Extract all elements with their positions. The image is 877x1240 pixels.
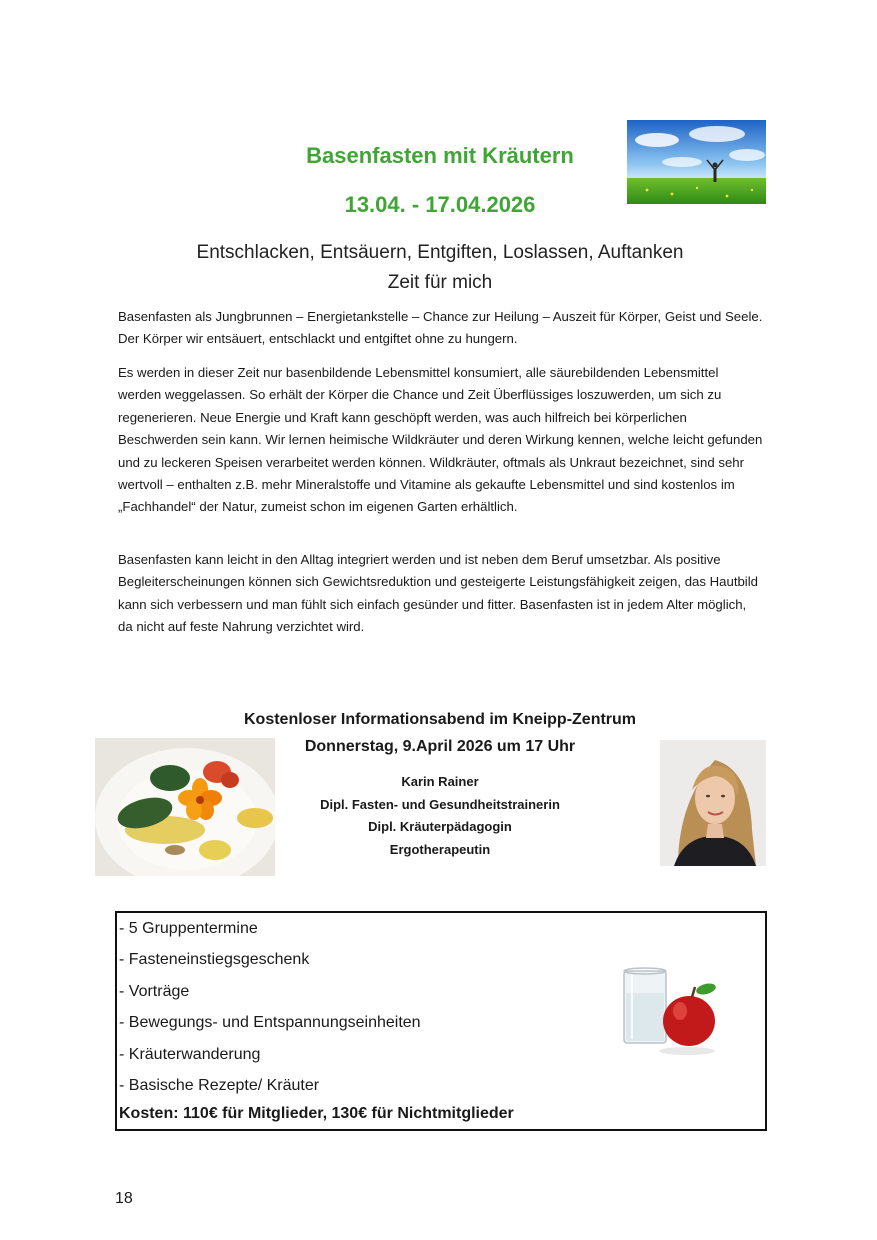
cost-value: 110€ für Mitglieder, 130€ für Nichtmitglieder: [178, 1105, 514, 1122]
subtitle: [120, 238, 760, 298]
water-apple-image: [622, 963, 722, 1058]
event-dates: 13.04. - 17.04.2026: [344, 192, 536, 217]
list-item: - Fasteneinstiegsgeschenk: [119, 951, 310, 969]
page-title: Basenfasten mit Kräutern: [306, 143, 574, 168]
subtitle-line-1: Entschlacken, Entsäuern, Entgiften, Loslassen, Auftanken: [196, 242, 684, 263]
list-item: - Vorträge: [119, 982, 190, 1000]
list-item: - Bewegungs- und Entspannungseinheiten: [119, 1014, 421, 1032]
list-item: - Kräuterwanderung: [119, 1045, 261, 1063]
trainer-title: Dipl. Kräuterpädagogin: [368, 819, 512, 834]
list-item: - Basische Rezepte/ Kräuter: [119, 1076, 320, 1094]
meadow-sky-image: [627, 120, 766, 204]
paragraph-intro: Basenfasten als Jungbrunnen – Energietankstelle – Chance zur Heilung – Auszeit für Körper, Geist und Seele. Der Körper wir entsäuert, entschlackt und entgiftet ohne zu hungern.: [118, 309, 763, 347]
herb-dish-image: [95, 738, 275, 876]
page-number: 18: [115, 1190, 133, 1207]
offer-box: [115, 911, 767, 1131]
paragraph-benefits: Basenfasten kann leicht in den Alltag integriert werden und ist neben dem Beruf umsetzbar. Als positive Begleiterscheinungen können sich Gewichtsreduktion und gesteigerte Leistungsfähigkeit zeigen, das Hautbild kann sich verbessern und man fühlt sich einfach gesünder und fitter. Basenfasten ist in jedem Alter möglich, da nicht auf feste Nahrung verzichtet wird.: [118, 552, 759, 635]
list-item: - 5 Gruppentermine: [119, 920, 258, 937]
trainer-portrait: [660, 740, 766, 866]
info-evening-heading: Kostenloser Informationsabend im Kneipp-Zentrum: [243, 711, 637, 728]
paragraph-details: Es werden in dieser Zeit nur basenbildende Lebensmittel konsumiert, alle säurebildenden Lebensmittel werden weggelassen. So erhält der Körper die Chance und Zeit Überflüssiges loszuwerden, um sich zu regenerieren. Neue Energie und Kraft kann geschöpft werden, was auch hilfreich bei körperlichen Beschwerden sein kann. Wir lernen heimische Wildkräuter und deren Wirkung kennen, welche leicht gefunden und zu leckeren Speisen verarbeitet werden können. Wildkräuter, oftmals als Unkraut bezeichnet, sind sehr wertvoll – enthalten z.B. mehr Mineralstoffe und Vitamine als gekaufte Lebensmittel und sind kostenlos im „Fachhandel“ der Natur, zumeist schon im eigenen Garten erhältlich.: [118, 365, 763, 515]
trainer-title: Ergotherapeutin: [389, 841, 491, 857]
info-evening-date: Donnerstag, 9.April 2026 um 17 Uhr: [304, 738, 576, 755]
subtitle-line-2: Zeit für mich: [387, 272, 493, 293]
trainer-name: Karin Rainer: [401, 774, 479, 789]
cost-label: Kosten:: [119, 1105, 179, 1122]
trainer-info: [280, 771, 600, 861]
trainer-title: Dipl. Fasten- und Gesundheitstrainerin: [320, 796, 560, 812]
cost-line: [119, 1105, 514, 1123]
offer-list: [119, 917, 421, 1105]
